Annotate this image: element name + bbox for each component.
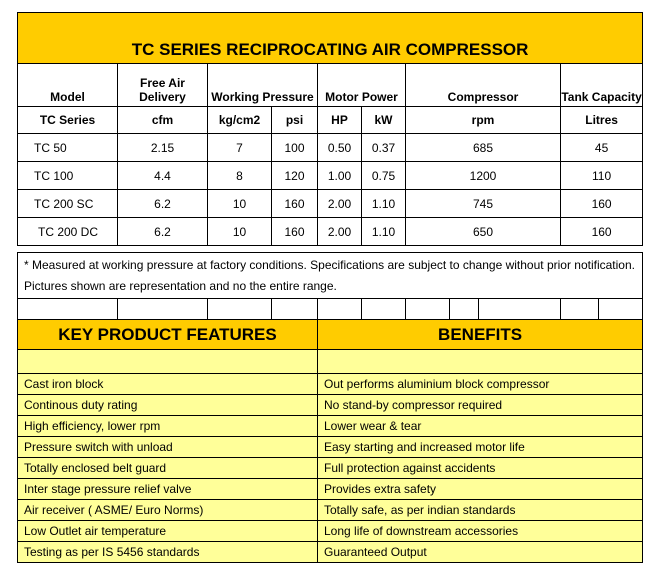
cell-hp: 2.00 — [318, 190, 362, 218]
cell-hp: 0.50 — [318, 134, 362, 162]
feature-text: Testing as per IS 5456 standards — [18, 542, 318, 563]
header-tank-capacity: Tank Capacity — [561, 64, 643, 107]
list-item — [18, 416, 643, 437]
footnote: * Measured at working pressure at factory conditions. Specifications are subject to change without prior notification. Pictures shown are representation and no the entire range. — [18, 253, 643, 299]
unit-kw: kW — [362, 107, 406, 134]
cell-kg: 8 — [208, 162, 272, 190]
unit-hp: HP — [318, 107, 362, 134]
cell-model: TC 100 — [18, 162, 118, 190]
benefit-text: Easy starting and increased motor life — [318, 437, 643, 458]
list-item — [18, 479, 643, 500]
benefit-text: Totally safe, as per indian standards — [318, 500, 643, 521]
list-item — [18, 521, 643, 542]
benefit-text: Full protection against accidents — [318, 458, 643, 479]
list-item — [18, 437, 643, 458]
cell-litres: 160 — [561, 218, 643, 246]
cell-cfm: 2.15 — [118, 134, 208, 162]
benefit-text: Long life of downstream accessories — [318, 521, 643, 542]
cell-kw: 1.10 — [362, 190, 406, 218]
feature-text: Pressure switch with unload — [18, 437, 318, 458]
table-row — [18, 218, 643, 246]
unit-rpm: rpm — [406, 107, 561, 134]
cell-model: TC 50 — [18, 134, 118, 162]
spacer-cell — [318, 299, 362, 320]
list-item — [18, 395, 643, 416]
cell-hp: 2.00 — [318, 218, 362, 246]
unit-cfm: cfm — [118, 107, 208, 134]
spacer-cell — [18, 299, 118, 320]
header-motor-power: Motor Power — [318, 64, 406, 107]
spacer-cell — [272, 299, 318, 320]
cell-cfm: 4.4 — [118, 162, 208, 190]
cell-litres: 110 — [561, 162, 643, 190]
benefit-text: Provides extra safety — [318, 479, 643, 500]
cell-hp: 1.00 — [318, 162, 362, 190]
cell-psi: 100 — [272, 134, 318, 162]
feature-text: Inter stage pressure relief valve — [18, 479, 318, 500]
cell-rpm: 1200 — [406, 162, 561, 190]
list-item — [18, 458, 643, 479]
unit-litres: Litres — [561, 107, 643, 134]
feature-text: Totally enclosed belt guard — [18, 458, 318, 479]
spacer-cell — [479, 299, 561, 320]
spacer-cell — [561, 299, 599, 320]
cell-rpm: 650 — [406, 218, 561, 246]
cell-cfm: 6.2 — [118, 190, 208, 218]
header-working-pressure: Working Pressure — [208, 64, 318, 107]
features-spacer — [18, 350, 318, 374]
cell-model: TC 200 DC — [18, 218, 118, 246]
table-row — [18, 190, 643, 218]
spacer — [18, 246, 643, 253]
list-item — [18, 374, 643, 395]
benefits-title: BENEFITS — [318, 320, 643, 350]
benefit-text: Guaranteed Output — [318, 542, 643, 563]
list-item — [18, 542, 643, 563]
cell-litres: 45 — [561, 134, 643, 162]
cell-kw: 0.37 — [362, 134, 406, 162]
spacer-cell — [406, 299, 450, 320]
cell-model: TC 200 SC — [18, 190, 118, 218]
cell-psi: 120 — [272, 162, 318, 190]
feature-text: Cast iron block — [18, 374, 318, 395]
cell-rpm: 685 — [406, 134, 561, 162]
spacer-cell — [599, 299, 643, 320]
spacer-cell — [450, 299, 479, 320]
cell-cfm: 6.2 — [118, 218, 208, 246]
page-title: TC SERIES RECIPROCATING AIR COMPRESSOR — [18, 13, 643, 64]
feature-text: Continous duty rating — [18, 395, 318, 416]
cell-psi: 160 — [272, 218, 318, 246]
spacer-cell — [208, 299, 272, 320]
feature-text: Air receiver ( ASME/ Euro Norms) — [18, 500, 318, 521]
features-title: KEY PRODUCT FEATURES — [18, 320, 318, 350]
cell-kw: 0.75 — [362, 162, 406, 190]
cell-kg: 10 — [208, 218, 272, 246]
unit-kg: kg/cm2 — [208, 107, 272, 134]
spacer-cell — [362, 299, 406, 320]
spacer-cell — [118, 299, 208, 320]
cell-kw: 1.10 — [362, 218, 406, 246]
table-row — [18, 162, 643, 190]
benefit-text: Lower wear & tear — [318, 416, 643, 437]
feature-text: High efficiency, lower rpm — [18, 416, 318, 437]
spec-table — [17, 12, 643, 563]
list-item — [18, 500, 643, 521]
unit-model: TC Series — [18, 107, 118, 134]
spec-sheet — [17, 12, 642, 563]
cell-kg: 7 — [208, 134, 272, 162]
unit-psi: psi — [272, 107, 318, 134]
benefit-text: Out performs aluminium block compressor — [318, 374, 643, 395]
header-compressor: Compressor — [406, 64, 561, 107]
benefits-spacer — [318, 350, 643, 374]
header-free-air: Free Air Delivery — [118, 64, 208, 107]
header-model: Model — [18, 64, 118, 107]
cell-psi: 160 — [272, 190, 318, 218]
cell-kg: 10 — [208, 190, 272, 218]
cell-rpm: 745 — [406, 190, 561, 218]
cell-litres: 160 — [561, 190, 643, 218]
table-row — [18, 134, 643, 162]
feature-text: Low Outlet air temperature — [18, 521, 318, 542]
benefit-text: No stand-by compressor required — [318, 395, 643, 416]
